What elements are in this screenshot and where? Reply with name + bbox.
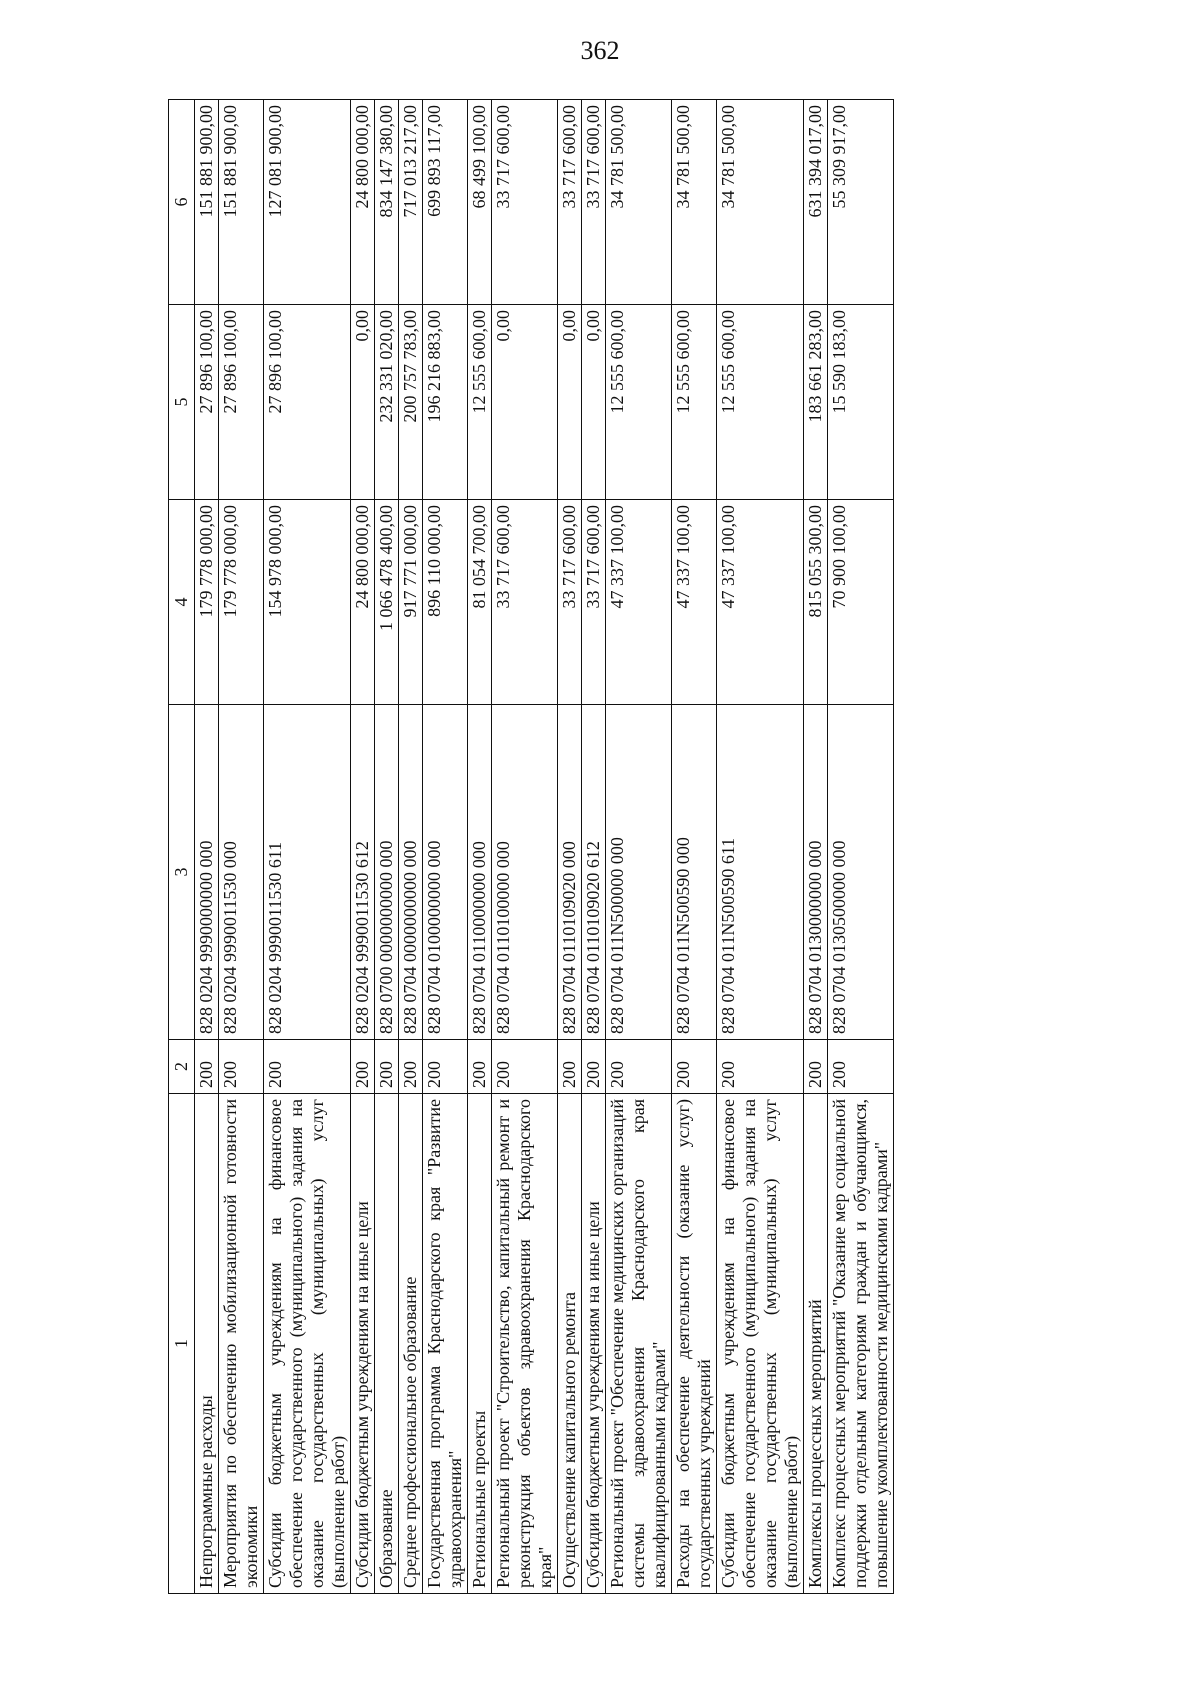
- row-col-5: 12 555 600,00: [606, 305, 672, 500]
- row-code: 828 0704 0130000000 000: [804, 705, 828, 1040]
- row-col-4: 154 978 000,00: [264, 500, 351, 705]
- row-col-5: 27 896 100,00: [195, 305, 219, 500]
- row-col-5: 12 555 600,00: [717, 305, 804, 500]
- row-code: 828 0700 0000000000 000: [375, 705, 399, 1040]
- table-row: [606, 100, 672, 1594]
- row-col-6: 55 309 917,00: [828, 100, 894, 305]
- row-col-2: 200: [558, 1040, 582, 1094]
- row-code: 828 0204 9990000000 000: [195, 705, 219, 1040]
- row-code: 828 0704 011N500590 611: [717, 705, 804, 1040]
- table-row: [804, 100, 828, 1594]
- row-name: Субсидии бюджетным учреждениям на финансовое обеспечение государственного (муниципального) задания на оказание государственных (муниципальных) услуг (выполнение работ): [264, 1094, 351, 1594]
- row-col-5: 200 757 783,00: [399, 305, 423, 500]
- row-col-6: 33 717 600,00: [582, 100, 606, 305]
- row-col-4: 24 800 000,00: [351, 500, 375, 705]
- row-col-5: 0,00: [351, 305, 375, 500]
- row-col-6: 699 893 117,00: [423, 100, 468, 305]
- row-col-5: 0,00: [492, 305, 558, 500]
- row-code: 828 0704 0130500000 000: [828, 705, 894, 1040]
- row-col-4: 47 337 100,00: [672, 500, 717, 705]
- row-col-4: 70 900 100,00: [828, 500, 894, 705]
- row-col-4: 47 337 100,00: [717, 500, 804, 705]
- row-code: 828 0704 0110109020 000: [558, 705, 582, 1040]
- row-col-4: 815 055 300,00: [804, 500, 828, 705]
- row-col-5: 0,00: [582, 305, 606, 500]
- row-col-2: 200: [351, 1040, 375, 1094]
- row-name: Региональный проект "Строительство, капитальный ремонт и реконструкция объектов здравоохранения Краснодарского края": [492, 1094, 558, 1594]
- table-row: [468, 100, 492, 1594]
- row-col-2: 200: [717, 1040, 804, 1094]
- row-col-6: 151 881 900,00: [219, 100, 264, 305]
- row-code: 828 0704 0100000000 000: [423, 705, 468, 1040]
- table-row: [492, 100, 558, 1594]
- row-col-4: 81 054 700,00: [468, 500, 492, 705]
- row-col-2: 200: [468, 1040, 492, 1094]
- row-col-2: 200: [195, 1040, 219, 1094]
- row-name: Образование: [375, 1094, 399, 1594]
- row-col-6: 33 717 600,00: [558, 100, 582, 305]
- header-col-2: 2: [169, 1040, 195, 1094]
- header-col-3: 3: [169, 705, 195, 1040]
- row-col-2: 200: [264, 1040, 351, 1094]
- row-name: Субсидии бюджетным учреждениям на иные цели: [582, 1094, 606, 1594]
- row-code: 828 0704 011N500590 000: [672, 705, 717, 1040]
- row-name: Расходы на обеспечение деятельности (оказание услуг) государственных учреждений: [672, 1094, 717, 1594]
- table-row: [717, 100, 804, 1594]
- row-col-6: 151 881 900,00: [195, 100, 219, 305]
- row-col-2: 200: [804, 1040, 828, 1094]
- row-code: 828 0704 011N500000 000: [606, 705, 672, 1040]
- row-col-4: 896 110 000,00: [423, 500, 468, 705]
- row-col-5: 12 555 600,00: [672, 305, 717, 500]
- row-col-2: 200: [399, 1040, 423, 1094]
- row-code: 828 0704 0110000000 000: [468, 705, 492, 1040]
- row-col-4: 33 717 600,00: [582, 500, 606, 705]
- row-col-2: 200: [492, 1040, 558, 1094]
- row-col-5: 12 555 600,00: [468, 305, 492, 500]
- row-col-4: 1 066 478 400,00: [375, 500, 399, 705]
- row-col-5: 183 661 283,00: [804, 305, 828, 500]
- table-row: [828, 100, 894, 1594]
- row-name: Региональные проекты: [468, 1094, 492, 1594]
- table-row: [375, 100, 399, 1594]
- row-col-2: 200: [672, 1040, 717, 1094]
- row-code: 828 0704 0110109020 612: [582, 705, 606, 1040]
- row-col-5: 196 216 883,00: [423, 305, 468, 500]
- row-col-6: 834 147 380,00: [375, 100, 399, 305]
- row-code: 828 0204 9990011530 611: [264, 705, 351, 1040]
- row-name: Государственная программа Краснодарского края "Развитие здравоохранения": [423, 1094, 468, 1594]
- row-col-4: 33 717 600,00: [558, 500, 582, 705]
- row-col-6: 127 081 900,00: [264, 100, 351, 305]
- row-col-4: 47 337 100,00: [606, 500, 672, 705]
- row-name: Субсидии бюджетным учреждениям на финансовое обеспечение государственного (муниципального) задания на оказание государственных (муниципальных) услуг (выполнение работ): [717, 1094, 804, 1594]
- header-col-6: 6: [169, 100, 195, 305]
- row-col-4: 33 717 600,00: [492, 500, 558, 705]
- table-row: [672, 100, 717, 1594]
- header-col-1: 1: [169, 1094, 195, 1594]
- row-col-5: 15 590 183,00: [828, 305, 894, 500]
- table-row: [219, 100, 264, 1594]
- header-col-5: 5: [169, 305, 195, 500]
- table-row: [351, 100, 375, 1594]
- row-name: Комплекс процессных мероприятий "Оказание мер социальной поддержки отдельным категориям граждан и обучающимся, повышение укомплектованности медицинскими кадрами": [828, 1094, 894, 1594]
- row-code: 828 0704 0110100000 000: [492, 705, 558, 1040]
- row-col-4: 917 771 000,00: [399, 500, 423, 705]
- row-col-6: 34 781 500,00: [606, 100, 672, 305]
- row-col-6: 34 781 500,00: [717, 100, 804, 305]
- rotated-table-container: [168, 100, 1127, 1594]
- row-code: 828 0204 9990011530 000: [219, 705, 264, 1040]
- page-number: 362: [580, 36, 620, 65]
- row-name: Непрограммные расходы: [195, 1094, 219, 1594]
- row-code: 828 0704 0000000000 000: [399, 705, 423, 1040]
- budget-table: [168, 99, 894, 1594]
- table-row: [399, 100, 423, 1594]
- row-col-4: 179 778 000,00: [195, 500, 219, 705]
- row-name: Региональный проект "Обеспечение медицинских организаций системы здравоохранения Краснодарского края квалифицированными кадрами": [606, 1094, 672, 1594]
- row-col-6: 33 717 600,00: [492, 100, 558, 305]
- table-row: [423, 100, 468, 1594]
- row-name: Среднее профессиональное образование: [399, 1094, 423, 1594]
- row-col-2: 200: [828, 1040, 894, 1094]
- table-row: [264, 100, 351, 1594]
- row-name: Осуществление капитального ремонта: [558, 1094, 582, 1594]
- row-name: Субсидии бюджетным учреждениям на иные цели: [351, 1094, 375, 1594]
- row-col-2: 200: [423, 1040, 468, 1094]
- header-row: [169, 100, 195, 1594]
- row-col-6: 631 394 017,00: [804, 100, 828, 305]
- row-name: Комплексы процессных мероприятий: [804, 1094, 828, 1594]
- row-col-6: 24 800 000,00: [351, 100, 375, 305]
- row-col-5: 27 896 100,00: [219, 305, 264, 500]
- row-col-6: 717 013 217,00: [399, 100, 423, 305]
- row-col-6: 34 781 500,00: [672, 100, 717, 305]
- row-col-2: 200: [219, 1040, 264, 1094]
- table-row: [558, 100, 582, 1594]
- row-col-5: 232 331 020,00: [375, 305, 399, 500]
- table-row: [195, 100, 219, 1594]
- row-col-5: 27 896 100,00: [264, 305, 351, 500]
- table-row: [582, 100, 606, 1594]
- row-col-5: 0,00: [558, 305, 582, 500]
- row-code: 828 0204 9990011530 612: [351, 705, 375, 1040]
- row-col-6: 68 499 100,00: [468, 100, 492, 305]
- header-col-4: 4: [169, 500, 195, 705]
- row-col-4: 179 778 000,00: [219, 500, 264, 705]
- row-col-2: 200: [375, 1040, 399, 1094]
- row-col-2: 200: [606, 1040, 672, 1094]
- row-name: Мероприятия по обеспечению мобилизационной готовности экономики: [219, 1094, 264, 1594]
- row-col-2: 200: [582, 1040, 606, 1094]
